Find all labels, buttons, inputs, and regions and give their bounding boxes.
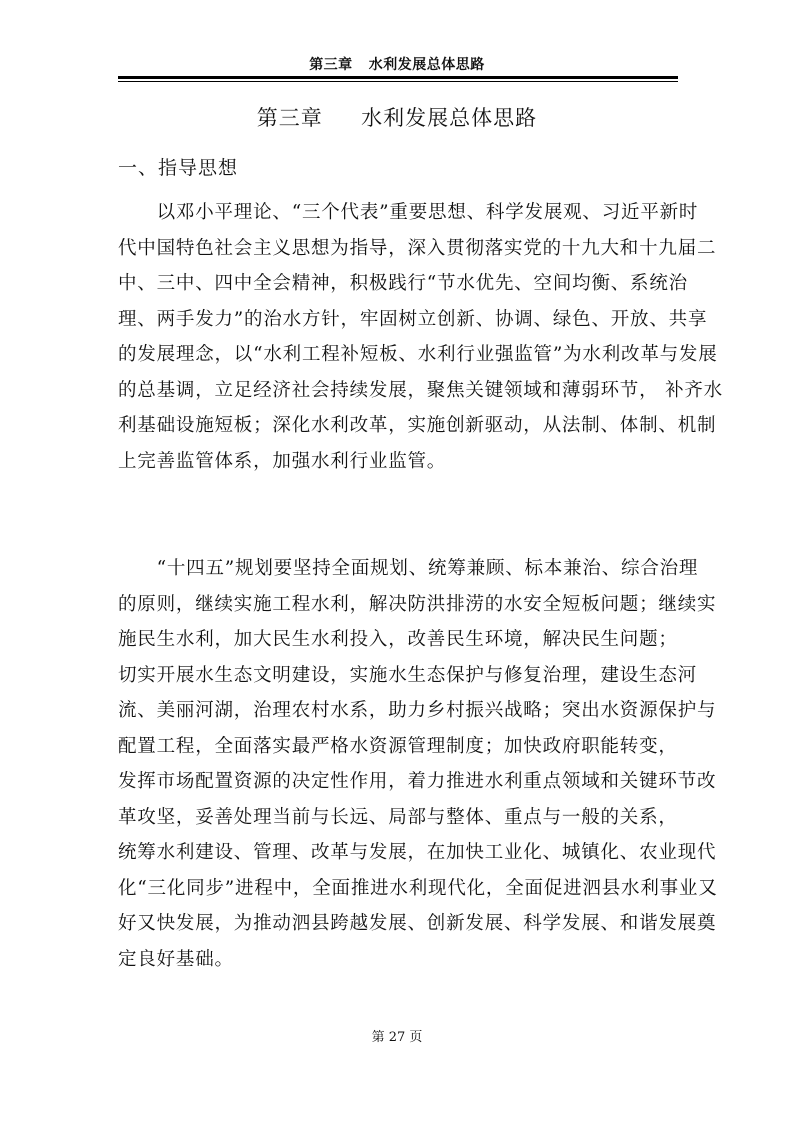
paragraph-line: 流、美丽河湖，治理农村水系，助力乡村振兴战略；突出水资源保护与 <box>118 700 717 721</box>
paragraph-line: “十四五”规划要坚持全面规划、统筹兼顾、标本兼治、综合治理 <box>118 558 699 579</box>
section-heading: 一、指导思想 <box>118 157 239 179</box>
paragraph-line: 切实开展水生态文明建设，实施水生态保护与修复治理，建设生态河 <box>118 664 698 686</box>
paragraph-line: 施民生水利，加大民生水利投入，改善民生环境，解决民生问题； <box>118 629 678 650</box>
page-number: 第 27 页 <box>371 1030 423 1045</box>
paragraph-line: 革攻坚，妥善处理当前与长远、局部与整体、重点与一般的关系， <box>118 806 678 828</box>
paragraph-line: 的原则，继续实施工程水利，解决防洪排涝的水安全短板问题；继续实 <box>118 593 717 615</box>
paragraph-line: 统筹水利建设、管理、改革与发展，在加快工业化、城镇化、农业现代 <box>118 842 717 863</box>
paragraph-line: 理、两手发力”的治水方针，牢固树立创新、协调、绿色、开放、共享 <box>118 308 708 330</box>
paragraph-line: 配置工程，全面落实最严格水资源管理制度；加快政府职能转变， <box>118 735 678 757</box>
paragraph-1 <box>118 195 723 479</box>
paragraph-line: 的发展理念，以“水利工程补短板、水利行业强监管”为水利改革与发展 <box>118 344 718 365</box>
running-header: 第三章 水利发展总体思路 <box>309 57 485 73</box>
chapter-title: 第三章 水利发展总体思路 <box>256 106 538 130</box>
paragraph-line: 化“三化同步”进程中，全面推进水利现代化，全面促进泗县水利事业又 <box>118 877 718 899</box>
paragraph-line: 中、三中、四中全会精神，积极践行“节水优先、空间均衡、系统治 <box>118 273 688 294</box>
paragraph-line: 利基础设施短板；深化水利改革，实施创新驱动，从法制、体制、机制 <box>118 415 717 436</box>
paragraph-line: 好又快发展，为推动泗县跨越发展、创新发展、科学发展、和谐发展奠 <box>118 913 717 934</box>
paragraph-line: 发挥市场配置资源的决定性作用，着力推进水利重点领域和关键环节改 <box>118 771 717 792</box>
header-rule-thin <box>118 81 678 82</box>
paragraph-line: 定良好基础。 <box>118 948 234 970</box>
paragraph-line: 上完善监管体系，加强水利行业监管。 <box>118 450 447 472</box>
paragraph-line: 以邓小平理论、“三个代表”重要思想、科学发展观、习近平新时 <box>118 202 699 223</box>
paragraph-line: 代中国特色社会主义思想为指导，深入贯彻落实党的十九大和十九届二 <box>118 237 717 259</box>
paragraph-2 <box>118 551 718 977</box>
header-rule-thick <box>118 76 678 79</box>
paragraph-line: 的总基调，立足经济社会持续发展，聚焦关键领域和薄弱环节， 补齐水 <box>118 379 723 401</box>
